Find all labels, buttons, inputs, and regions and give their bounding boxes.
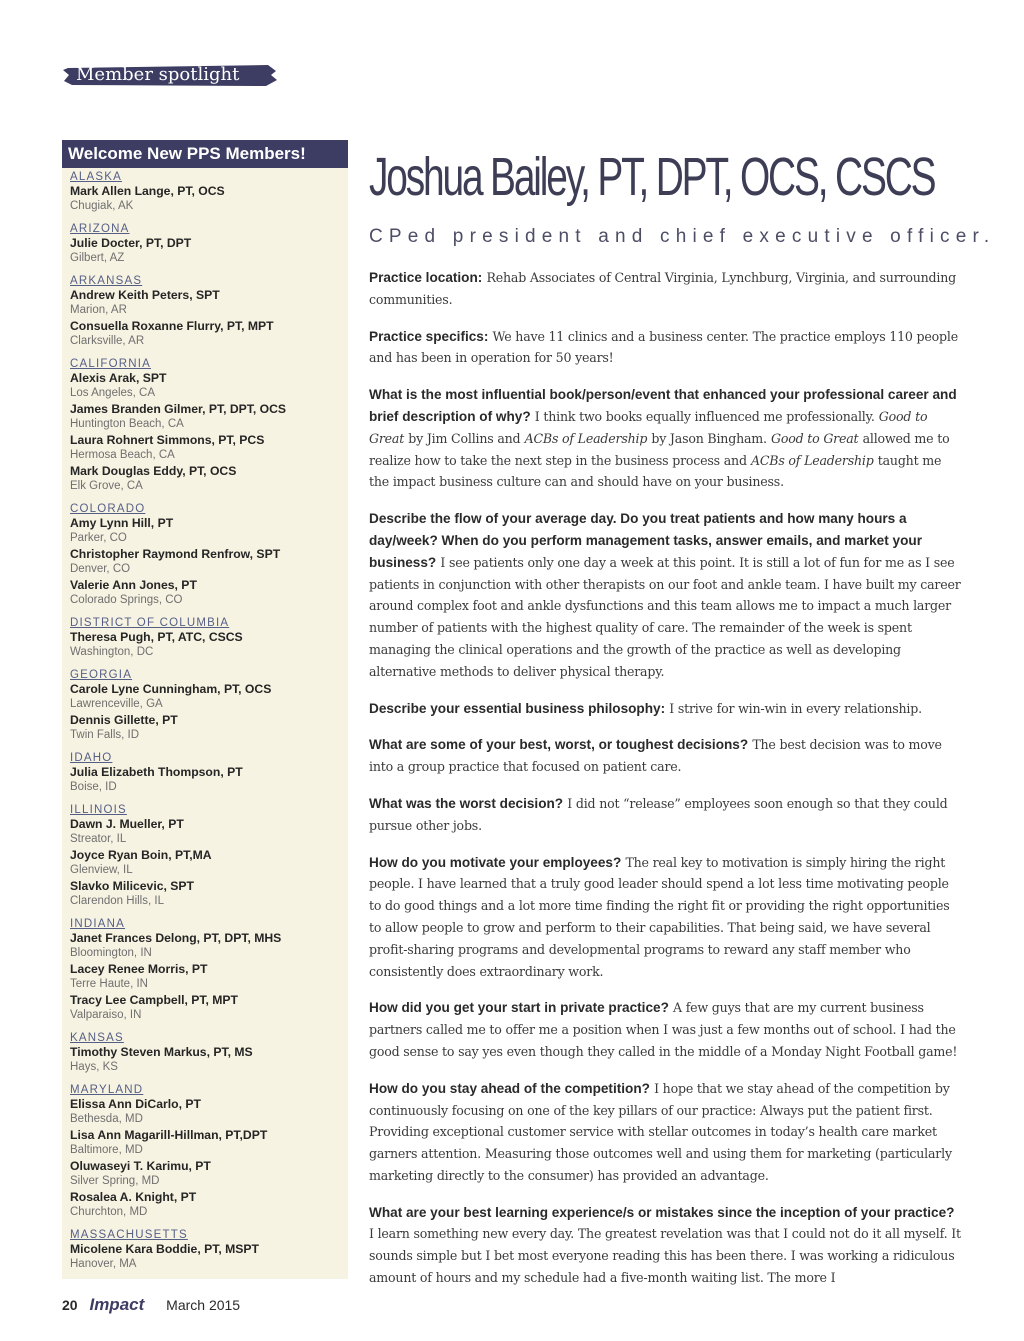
article-body — [369, 268, 963, 1290]
member-location: Streator, IL — [70, 833, 127, 845]
qa-paragraph: How do you motivate your employees? The real key to motivation is simply hiring the right people. I have learned that a truly good leader should spend a lot less time motivating people to do good things and a lot more time finding the right fit or providing the right opportunities to allow people to grow and perform to their capabilities. That being said, we have several profit-sharing programs and developmental programs to reward any staff member who consistently does extraordinary work. — [369, 854, 950, 979]
member-name: Julia Elizabeth Thompson, PT — [70, 765, 243, 779]
state-heading: ILLINOIS — [70, 804, 127, 816]
member-location: Bloomington, IN — [70, 947, 152, 959]
state-heading: MARYLAND — [70, 1084, 144, 1096]
section-banner — [62, 62, 278, 88]
member-location: Glenview, IL — [70, 864, 133, 876]
member-name: Consuella Roxanne Flurry, PT, MPT — [70, 319, 274, 333]
member-name: Christopher Raymond Renfrow, SPT — [70, 547, 281, 561]
qa-paragraph: What are your best learning experience/s or mistakes since the inception of your practice? I learn something new every day. The greatest revelation was that I could not do it all myself. It sounds simple but I bet most everyone reading this has been there. I was working a ridiculous amount of hours and my schedule had a five-month waiting list. The more I — [369, 1204, 961, 1286]
page-number: 20 — [62, 1297, 78, 1313]
page-footer — [62, 1294, 240, 1316]
member-location: Clarendon Hills, IL — [70, 895, 164, 907]
member-location: Marion, AR — [70, 304, 127, 316]
issue-date: March 2015 — [166, 1297, 241, 1313]
member-location: Parker, CO — [70, 532, 127, 544]
member-location: Hanover, MA — [70, 1258, 137, 1270]
new-members-sidebar — [62, 140, 348, 1279]
magazine-name: Impact — [89, 1295, 145, 1314]
member-location: Chugiak, AK — [70, 200, 134, 212]
state-heading: COLORADO — [70, 503, 146, 515]
state-heading: INDIANA — [70, 918, 126, 930]
state-heading: ALASKA — [70, 171, 122, 183]
qa-paragraph: Describe the flow of your average day. Do you treat patients and how many hours a day/week? When do you perform management tasks, answer emails, and market your business? I see patients only one day a week at this point. It is still a lot of fun for me as I see patients in conjunction with other therapists on our foot and ankle team. I have built my career around complex foot and ankle dysfunctions and this team allows me to impact a much larger number of patients with the highest quality of care. The remainder of the week is spent managing the clinical operations and the growth of the practice as well as developing alternative methods to deliver physical therapy. — [369, 511, 961, 679]
member-location: Gilbert, AZ — [70, 252, 125, 264]
member-location: Lawrenceville, GA — [70, 698, 163, 710]
state-heading: GEORGIA — [70, 669, 133, 681]
banner-label: Member spotlight — [76, 64, 240, 85]
member-name: Elissa Ann DiCarlo, PT — [70, 1097, 201, 1111]
member-name: Janet Frances Delong, PT, DPT, MHS — [70, 931, 282, 945]
qa-paragraph: What are some of your best, worst, or toughest decisions? The best decision was to move into a group practice that focused on patient care. — [369, 737, 942, 775]
state-heading: ARIZONA — [70, 223, 130, 235]
member-name: Rosalea A. Knight, PT — [70, 1190, 197, 1204]
state-heading: MASSACHUSETTS — [70, 1229, 188, 1241]
member-location: Denver, CO — [70, 563, 131, 575]
member-name: Mark Allen Lange, PT, OCS — [70, 184, 225, 198]
state-heading: ARKANSAS — [70, 275, 143, 287]
article-headline: Joshua Bailey, PT, DPT, OCS, CSCS — [369, 147, 935, 207]
member-name: Julie Docter, PT, DPT — [70, 236, 192, 250]
member-name: Andrew Keith Peters, SPT — [70, 288, 220, 302]
member-name: Lisa Ann Magarill-Hillman, PT,DPT — [70, 1128, 268, 1142]
article — [369, 140, 996, 1305]
state-heading: CALIFORNIA — [70, 358, 152, 370]
article-subtitle: CPed president and chief executive officer. — [369, 226, 996, 247]
member-location: Washington, DC — [70, 646, 154, 658]
member-name: Valerie Ann Jones, PT — [70, 578, 197, 592]
member-name: Dennis Gillette, PT — [70, 713, 178, 727]
member-name: Joyce Ryan Boin, PT,MA — [70, 848, 212, 862]
member-location: Huntington Beach, CA — [70, 418, 184, 430]
member-name: Dawn J. Mueller, PT — [70, 817, 184, 831]
member-location: Los Angeles, CA — [70, 387, 156, 399]
member-name: Tracy Lee Campbell, PT, MPT — [70, 993, 238, 1007]
member-location: Churchton, MD — [70, 1206, 148, 1218]
member-location: Elk Grove, CA — [70, 480, 143, 492]
member-location: Hays, KS — [70, 1061, 118, 1073]
member-location: Bethesda, MD — [70, 1113, 143, 1125]
member-name: Amy Lynn Hill, PT — [70, 516, 174, 530]
member-location: Clarksville, AR — [70, 335, 145, 347]
member-name: James Branden Gilmer, PT, DPT, OCS — [70, 402, 287, 416]
member-name: Timothy Steven Markus, PT, MS — [70, 1045, 253, 1059]
member-name: Lacey Renee Morris, PT — [70, 962, 208, 976]
qa-paragraph: Describe your essential business philosophy: I strive for win-win in every relationship. — [369, 700, 922, 716]
member-name: Carole Lyne Cunningham, PT, OCS — [70, 682, 272, 696]
state-heading: KANSAS — [70, 1032, 124, 1044]
member-name: Theresa Pugh, PT, ATC, CSCS — [70, 630, 243, 644]
member-location: Boise, ID — [70, 781, 117, 793]
member-location: Hermosa Beach, CA — [70, 449, 175, 461]
member-name: Mark Douglas Eddy, PT, OCS — [70, 464, 237, 478]
qa-paragraph: Practice specifics: We have 11 clinics and a business center. The practice employs 110 people and has been in operation for 50 years! — [369, 328, 958, 366]
member-location: Colorado Springs, CO — [70, 594, 183, 606]
member-location: Silver Spring, MD — [70, 1175, 160, 1187]
qa-paragraph: What is the most influential book/person/event that enhanced your professional career and brief description of why? I think two books equally influenced me professionally. Good to Great by Jim Collins and ACBs of Leadership by Jason Bingham. Good to Great allowed me to realize how to take the next step in the business process and ACBs of Leadership taught me the impact business culture can and should have on your business. — [369, 387, 957, 490]
member-name: Micolene Kara Boddie, PT, MSPT — [70, 1242, 259, 1256]
member-name: Oluwaseyi T. Karimu, PT — [70, 1159, 211, 1173]
member-location: Valparaiso, IN — [70, 1009, 142, 1021]
qa-paragraph: What was the worst decision? I did not “release” employees soon enough so that they could pursue other jobs. — [369, 795, 948, 833]
member-location: Twin Falls, ID — [70, 729, 140, 741]
qa-paragraph: How did you get your start in private practice? A few guys that are my current business partners called me to offer me a position when I was just a few months out of school. I had the good sense to say yes even though they called in the middle of a Monday Night Football game! — [369, 1000, 958, 1059]
sidebar-title: Welcome New PPS Members! — [62, 140, 348, 168]
member-location: Terre Haute, IN — [70, 978, 148, 990]
member-name: Slavko Milicevic, SPT — [70, 879, 194, 893]
state-heading: DISTRICT OF COLUMBIA — [70, 617, 230, 629]
member-location: Baltimore, MD — [70, 1144, 143, 1156]
members-list — [62, 168, 348, 1271]
qa-paragraph: How do you stay ahead of the competition? I hope that we stay ahead of the competition by continuously focusing on one of the key pillars of our practice: Always put the patient first. Providing exceptional customer service with stellar outcomes in today’s health care market garners attention. Measuring those outcomes well and using them for marketing (particularly marketing directly to the consumer) has provided an advantage. — [369, 1080, 952, 1183]
qa-paragraph: Practice location: Rehab Associates of Central Virginia, Lynchburg, Virginia, and surrounding communities. — [369, 270, 957, 307]
member-name: Alexis Arak, SPT — [70, 371, 167, 385]
state-heading: IDAHO — [70, 752, 113, 764]
member-name: Laura Rohnert Simmons, PT, PCS — [70, 433, 265, 447]
